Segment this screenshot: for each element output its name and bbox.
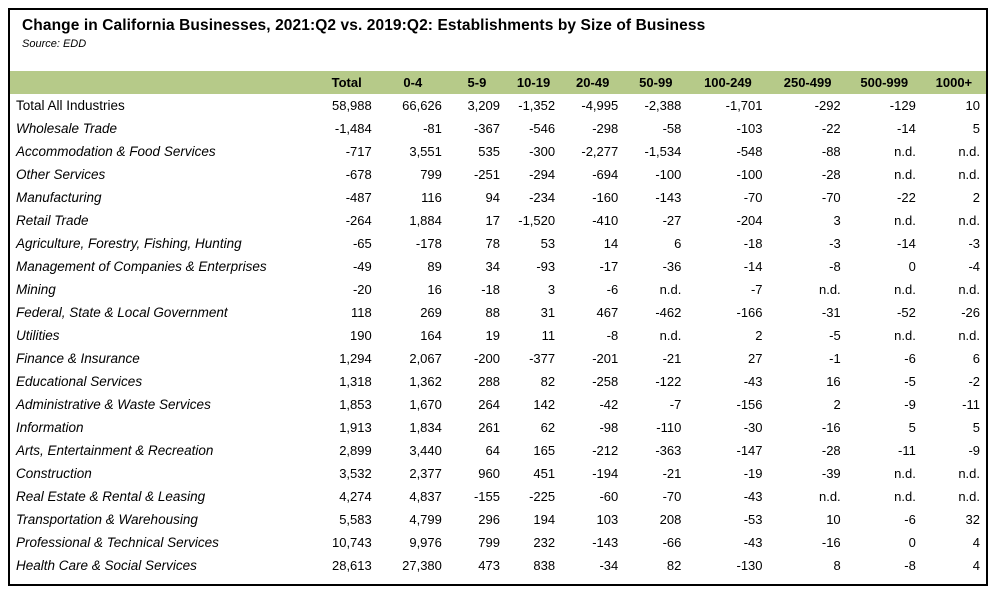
table-row bbox=[10, 324, 986, 347]
table-row bbox=[10, 117, 986, 140]
data-cell: 66,626 bbox=[402, 98, 442, 113]
data-cell: 62 bbox=[540, 420, 556, 435]
data-cell: -66 bbox=[662, 535, 682, 550]
data-cell: -58 bbox=[662, 121, 682, 136]
data-cell: -14 bbox=[897, 236, 916, 251]
data-cell: 10 bbox=[826, 512, 841, 527]
data-cell: -5 bbox=[904, 374, 916, 389]
data-cell: -28 bbox=[821, 443, 841, 458]
data-cell: 9,976 bbox=[409, 535, 442, 550]
data-cell: 467 bbox=[596, 305, 619, 320]
column-header: 10-19 bbox=[506, 71, 561, 94]
data-cell: -2,388 bbox=[644, 98, 682, 113]
data-cell: 16 bbox=[427, 282, 442, 297]
data-cell: n.d. bbox=[894, 328, 916, 343]
data-cell: 3 bbox=[833, 213, 841, 228]
row-label: Information bbox=[16, 420, 84, 435]
data-cell: -4 bbox=[968, 259, 980, 274]
data-cell: n.d. bbox=[958, 466, 980, 481]
data-cell: 118 bbox=[351, 305, 372, 320]
data-cell: -3 bbox=[829, 236, 841, 251]
row-label: Wholesale Trade bbox=[16, 121, 118, 136]
data-cell: -7 bbox=[750, 282, 763, 297]
table-row bbox=[10, 232, 986, 255]
data-cell: 8 bbox=[833, 558, 841, 573]
column-header: 50-99 bbox=[624, 71, 687, 94]
row-label: Retail Trade bbox=[16, 213, 89, 228]
table-row bbox=[10, 255, 986, 278]
data-cell: -42 bbox=[599, 397, 619, 412]
data-cell: -28 bbox=[821, 167, 841, 182]
data-cell: 78 bbox=[485, 236, 500, 251]
table-row bbox=[10, 94, 986, 117]
data-cell: -19 bbox=[743, 466, 763, 481]
table-row bbox=[10, 140, 986, 163]
data-cell: -20 bbox=[352, 282, 372, 297]
data-cell: 3,551 bbox=[409, 144, 442, 159]
data-cell: -14 bbox=[897, 121, 916, 136]
data-cell: -49 bbox=[352, 259, 372, 274]
table-row bbox=[10, 393, 986, 416]
data-cell: -22 bbox=[897, 190, 916, 205]
row-label: Mining bbox=[16, 282, 56, 297]
data-cell: -8 bbox=[904, 558, 916, 573]
data-cell: -16 bbox=[821, 420, 841, 435]
row-label: Management of Companies & Enterprises bbox=[16, 259, 267, 274]
data-cell: 194 bbox=[533, 512, 556, 527]
data-cell: n.d. bbox=[958, 167, 980, 182]
data-cell: -36 bbox=[662, 259, 682, 274]
data-cell: -60 bbox=[599, 489, 619, 504]
data-cell: -548 bbox=[736, 144, 763, 159]
table-row bbox=[10, 416, 986, 439]
data-cell: 4,837 bbox=[409, 489, 442, 504]
data-cell: -130 bbox=[736, 558, 763, 573]
row-label: Real Estate & Rental & Leasing bbox=[16, 489, 206, 504]
data-cell: -462 bbox=[655, 305, 682, 320]
table-row bbox=[10, 462, 986, 485]
table-row bbox=[10, 209, 986, 232]
data-cell: 5,583 bbox=[339, 512, 372, 527]
data-cell: n.d. bbox=[818, 282, 841, 297]
data-cell: 32 bbox=[965, 512, 980, 527]
data-cell: -7 bbox=[669, 397, 682, 412]
data-cell: -110 bbox=[656, 420, 682, 435]
row-label: Professional & Technical Services bbox=[16, 535, 219, 550]
data-cell: n.d. bbox=[659, 328, 682, 343]
data-cell: -27 bbox=[662, 213, 682, 228]
data-cell: -93 bbox=[536, 259, 556, 274]
data-cell: -156 bbox=[736, 397, 763, 412]
data-cell: 34 bbox=[485, 259, 500, 274]
column-header: 100-249 bbox=[687, 71, 768, 94]
data-cell: -160 bbox=[592, 190, 619, 205]
data-cell: -225 bbox=[529, 489, 556, 504]
data-cell: 10 bbox=[965, 98, 980, 113]
data-cell: -155 bbox=[473, 489, 500, 504]
data-cell: 27,380 bbox=[402, 558, 442, 573]
data-cell: -264 bbox=[345, 213, 372, 228]
table-figure-frame bbox=[8, 8, 988, 586]
data-cell: 28,613 bbox=[331, 558, 372, 573]
data-cell: -70 bbox=[743, 190, 763, 205]
row-label: Total All Industries bbox=[16, 98, 125, 113]
data-cell: n.d. bbox=[659, 282, 682, 297]
data-cell: -1,484 bbox=[334, 121, 372, 136]
data-cell: -363 bbox=[655, 443, 682, 458]
data-cell: 58,988 bbox=[331, 98, 372, 113]
source-note: Source: EDD bbox=[22, 38, 87, 50]
data-cell: 232 bbox=[533, 535, 556, 550]
data-cell: n.d. bbox=[818, 489, 841, 504]
data-cell: 264 bbox=[478, 397, 500, 412]
data-cell: -18 bbox=[481, 282, 500, 297]
data-cell: 2,899 bbox=[339, 443, 372, 458]
data-cell: 0 bbox=[908, 535, 916, 550]
data-cell: 88 bbox=[485, 305, 500, 320]
column-header: 1000+ bbox=[922, 71, 986, 94]
data-cell: 2,377 bbox=[409, 466, 442, 481]
data-cell: -1,520 bbox=[518, 213, 556, 228]
data-cell: -292 bbox=[814, 98, 841, 113]
data-cell: 53 bbox=[540, 236, 556, 251]
data-cell: -43 bbox=[743, 489, 763, 504]
data-cell: 799 bbox=[478, 535, 500, 550]
data-cell: 142 bbox=[533, 397, 556, 412]
data-cell: 2 bbox=[972, 190, 980, 205]
data-cell: -2,277 bbox=[581, 144, 619, 159]
row-label: Construction bbox=[16, 466, 92, 481]
data-cell: -212 bbox=[592, 443, 619, 458]
data-cell: -52 bbox=[897, 305, 916, 320]
table-row bbox=[10, 508, 986, 531]
data-cell: -5 bbox=[829, 328, 841, 343]
data-cell: -3 bbox=[968, 236, 980, 251]
data-cell: -8 bbox=[829, 259, 841, 274]
data-cell: 164 bbox=[420, 328, 442, 343]
data-cell: 3,532 bbox=[339, 466, 372, 481]
data-cell: 799 bbox=[420, 167, 442, 182]
data-cell: -201 bbox=[592, 351, 619, 366]
data-cell: -143 bbox=[592, 535, 619, 550]
data-cell: -129 bbox=[889, 98, 916, 113]
table-row bbox=[10, 186, 986, 209]
data-cell: -377 bbox=[529, 351, 556, 366]
data-cell: 1,318 bbox=[339, 374, 372, 389]
data-cell: n.d. bbox=[958, 144, 980, 159]
data-cell: 2 bbox=[755, 328, 763, 343]
data-cell: 1,670 bbox=[409, 397, 442, 412]
row-label: Health Care & Social Services bbox=[16, 558, 197, 573]
data-cell: 3,440 bbox=[409, 443, 442, 458]
data-cell: 4 bbox=[972, 535, 980, 550]
data-cell: -14 bbox=[743, 259, 763, 274]
data-cell: -103 bbox=[736, 121, 763, 136]
data-cell: -298 bbox=[592, 121, 619, 136]
data-cell: -34 bbox=[599, 558, 619, 573]
row-label-header bbox=[10, 71, 316, 94]
data-cell: 0 bbox=[908, 259, 916, 274]
table-row bbox=[10, 485, 986, 508]
data-cell: -200 bbox=[473, 351, 500, 366]
data-cell: -4,995 bbox=[581, 98, 619, 113]
header-row bbox=[10, 71, 986, 94]
data-cell: 288 bbox=[478, 374, 500, 389]
data-cell: 1,294 bbox=[339, 351, 372, 366]
data-cell: 1,884 bbox=[409, 213, 442, 228]
data-cell: 10,743 bbox=[331, 535, 372, 550]
data-cell: 16 bbox=[826, 374, 841, 389]
data-cell: n.d. bbox=[958, 489, 980, 504]
data-cell: -8 bbox=[606, 328, 619, 343]
data-cell: -65 bbox=[352, 236, 372, 251]
data-cell: -2 bbox=[968, 374, 980, 389]
column-header: 5-9 bbox=[448, 71, 506, 94]
data-cell: 27 bbox=[748, 351, 763, 366]
column-header: 500-999 bbox=[847, 71, 922, 94]
data-cell: n.d. bbox=[894, 466, 916, 481]
data-cell: -251 bbox=[473, 167, 500, 182]
data-cell: -17 bbox=[599, 259, 619, 274]
data-cell: 6 bbox=[972, 351, 980, 366]
data-cell: 208 bbox=[659, 512, 682, 527]
data-cell: -294 bbox=[529, 167, 556, 182]
data-cell: -1,534 bbox=[644, 144, 682, 159]
data-cell: -694 bbox=[592, 167, 619, 182]
data-cell: 473 bbox=[478, 558, 500, 573]
data-cell: n.d. bbox=[894, 489, 916, 504]
data-cell: -258 bbox=[592, 374, 619, 389]
establishments-by-size-table bbox=[10, 71, 986, 577]
data-cell: -6 bbox=[606, 282, 619, 297]
row-label: Utilities bbox=[16, 328, 60, 343]
data-cell: 94 bbox=[485, 190, 500, 205]
data-cell: -147 bbox=[736, 443, 763, 458]
data-cell: -367 bbox=[473, 121, 500, 136]
row-label: Federal, State & Local Government bbox=[16, 305, 228, 320]
data-cell: -546 bbox=[529, 121, 556, 136]
data-cell: 261 bbox=[478, 420, 500, 435]
data-cell: -234 bbox=[529, 190, 556, 205]
table-row bbox=[10, 347, 986, 370]
data-cell: n.d. bbox=[958, 213, 980, 228]
data-cell: -18 bbox=[743, 236, 763, 251]
row-label: Agriculture, Forestry, Fishing, Hunting bbox=[16, 236, 242, 251]
data-cell: -70 bbox=[821, 190, 841, 205]
data-cell: 960 bbox=[478, 466, 500, 481]
data-cell: 838 bbox=[533, 558, 556, 573]
data-cell: -98 bbox=[599, 420, 619, 435]
data-cell: -143 bbox=[655, 190, 682, 205]
row-label: Administrative & Waste Services bbox=[16, 397, 211, 412]
column-header: 20-49 bbox=[561, 71, 624, 94]
data-cell: 4 bbox=[972, 558, 980, 573]
data-cell: -31 bbox=[821, 305, 841, 320]
data-cell: 116 bbox=[421, 190, 442, 205]
data-cell: 89 bbox=[427, 259, 442, 274]
data-cell: 535 bbox=[478, 144, 500, 159]
row-label: Other Services bbox=[16, 167, 106, 182]
data-cell: -26 bbox=[961, 305, 980, 320]
data-cell: -30 bbox=[743, 420, 763, 435]
row-label: Accommodation & Food Services bbox=[16, 144, 216, 159]
data-cell: 19 bbox=[485, 328, 500, 343]
row-label: Arts, Entertainment & Recreation bbox=[16, 443, 214, 458]
data-cell: 1,853 bbox=[339, 397, 372, 412]
data-cell: -1,352 bbox=[518, 98, 556, 113]
column-header: 0-4 bbox=[378, 71, 448, 94]
data-cell: 2 bbox=[833, 397, 841, 412]
data-cell: 4,274 bbox=[339, 489, 372, 504]
data-cell: 2,067 bbox=[409, 351, 442, 366]
column-header: 250-499 bbox=[769, 71, 847, 94]
data-cell: 14 bbox=[603, 236, 619, 251]
title-block bbox=[10, 10, 986, 50]
data-cell: -39 bbox=[821, 466, 841, 481]
data-cell: 1,362 bbox=[409, 374, 442, 389]
row-label: Finance & Insurance bbox=[16, 351, 140, 366]
data-cell: 64 bbox=[485, 443, 500, 458]
data-cell: -9 bbox=[904, 397, 916, 412]
data-cell: -204 bbox=[736, 213, 763, 228]
data-cell: n.d. bbox=[958, 282, 980, 297]
data-cell: 17 bbox=[485, 213, 500, 228]
data-cell: -100 bbox=[655, 167, 682, 182]
data-cell: -16 bbox=[821, 535, 841, 550]
data-cell: -53 bbox=[743, 512, 763, 527]
data-cell: -487 bbox=[345, 190, 372, 205]
table-row bbox=[10, 278, 986, 301]
data-cell: 3,209 bbox=[467, 98, 500, 113]
page-title: Change in California Businesses, 2021:Q2 vs. 2019:Q2: Establishments by Size of Business bbox=[22, 17, 706, 34]
data-cell: -81 bbox=[423, 121, 442, 136]
table-row bbox=[10, 554, 986, 577]
data-cell: -166 bbox=[736, 305, 763, 320]
data-cell: n.d. bbox=[894, 167, 916, 182]
table-row bbox=[10, 301, 986, 324]
row-label: Educational Services bbox=[16, 374, 143, 389]
data-cell: -6 bbox=[904, 351, 916, 366]
data-cell: -100 bbox=[736, 167, 763, 182]
data-cell: n.d. bbox=[894, 144, 916, 159]
data-cell: -678 bbox=[345, 167, 372, 182]
data-cell: -1,701 bbox=[725, 98, 763, 113]
data-cell: -194 bbox=[592, 466, 619, 481]
data-cell: -122 bbox=[655, 374, 682, 389]
table-row bbox=[10, 370, 986, 393]
data-cell: 5 bbox=[972, 121, 980, 136]
data-cell: -178 bbox=[415, 236, 442, 251]
data-cell: 451 bbox=[533, 466, 556, 481]
column-header: Total bbox=[316, 71, 378, 94]
data-cell: 82 bbox=[666, 558, 682, 573]
row-label: Transportation & Warehousing bbox=[16, 512, 198, 527]
data-cell: n.d. bbox=[894, 282, 916, 297]
data-cell: 5 bbox=[972, 420, 980, 435]
data-cell: -410 bbox=[592, 213, 619, 228]
data-cell: 5 bbox=[908, 420, 916, 435]
data-cell: 11 bbox=[541, 328, 556, 343]
data-cell: 1,913 bbox=[339, 420, 372, 435]
data-cell: 269 bbox=[420, 305, 442, 320]
data-cell: -11 bbox=[897, 443, 916, 458]
data-cell: -9 bbox=[968, 443, 980, 458]
data-cell: -6 bbox=[904, 512, 916, 527]
data-cell: -22 bbox=[821, 121, 841, 136]
row-label: Manufacturing bbox=[16, 190, 102, 205]
data-cell: -300 bbox=[529, 144, 556, 159]
table-row bbox=[10, 163, 986, 186]
data-cell: 82 bbox=[540, 374, 556, 389]
data-cell: -88 bbox=[821, 144, 841, 159]
data-cell: 4,799 bbox=[409, 512, 442, 527]
data-cell: -43 bbox=[743, 535, 763, 550]
data-cell: -43 bbox=[743, 374, 763, 389]
data-cell: -1 bbox=[829, 351, 841, 366]
data-cell: -21 bbox=[662, 466, 682, 481]
data-cell: n.d. bbox=[894, 213, 916, 228]
data-cell: -21 bbox=[662, 351, 682, 366]
data-cell: 296 bbox=[478, 512, 500, 527]
data-cell: 31 bbox=[540, 305, 556, 320]
table-row bbox=[10, 531, 986, 554]
data-cell: -70 bbox=[662, 489, 682, 504]
data-cell: 165 bbox=[533, 443, 556, 458]
data-cell: 190 bbox=[350, 328, 372, 343]
data-cell: 1,834 bbox=[409, 420, 442, 435]
table-row bbox=[10, 439, 986, 462]
data-cell: -11 bbox=[962, 397, 980, 412]
data-cell: 6 bbox=[674, 236, 682, 251]
data-cell: -717 bbox=[345, 144, 372, 159]
data-cell: 3 bbox=[547, 282, 556, 297]
data-cell: 103 bbox=[596, 512, 619, 527]
data-cell: n.d. bbox=[958, 328, 980, 343]
